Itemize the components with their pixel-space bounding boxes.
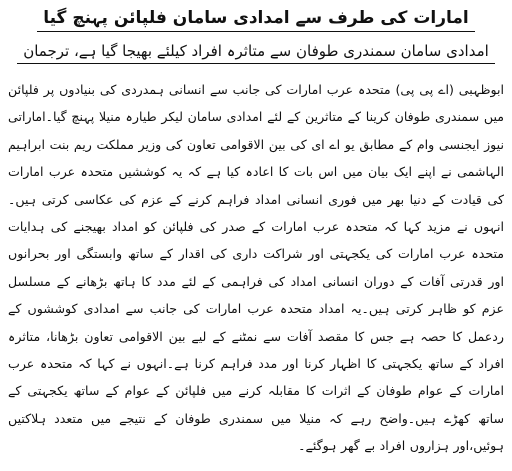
subheadline-text: امدادی سامان سمندری طوفان سے متاثرہ افراد کیلئے بھیجا گیا ہے، ترجمان: [17, 40, 495, 64]
article-body: ابوظہبی (اے پی پی) متحدہ عرب امارات کی جانب سے انسانی ہمدردی کی بنیادوں پر فلپائن میں سمندری طوفان کرینا کے متاثرین کے لئے امدادی سامان لیکر طیارہ منیلا پہنچ گیا۔اماراتی نیوز ایجنسی وام کے مطابق یو اے ای کی بین الاقوامی تعاون کی وزیر مملکت ریم بنت ابراہیم الہاشمی نے اپنے ایک بیان میں اس بات کا اعادہ کیا ہے کہ یہ کوششیں متحدہ عرب امارات کی قیادت کے دنیا بھر میں فوری انسانی امداد فراہم کرنے کے عزم کی عکاسی کرتی ہیں۔انہوں نے مزید کہا کہ متحدہ عرب امارات کے صدر کی فلپائن کو امداد بھیجنے کی ہدایات متحدہ عرب امارات کی یکجہتی اور شراکت داری کی اقدار کے ساتھ وابستگی اور بحرانوں اور قدرتی آفات کے دوران انسانی امداد کی فراہمی کے لئے مدد کا ہاتھ بڑھانے کے مسلسل عزم کو ظاہر کرتی ہیں۔یہ امداد متحدہ عرب امارات کی جانب سے امدادی کوششوں کے ردعمل کا حصہ ہے جس کا مقصد آفات سے نمٹنے کے لیے بین الاقوامی تعاون بڑھانا، متاثرہ افراد کے ساتھ یکجہتی کا اظہار کرنا اور مدد فراہم کرنا ہے۔انہوں نے کہا کہ متحدہ عرب امارات کے عوام طوفان کے اثرات کا مقابلہ کرنے میں فلپائن کے عوام کے ساتھ یکجہتی کے ساتھ کھڑے ہیں۔واضح رہے کہ منیلا میں سمندری طوفان کے نتیجے میں متعدد ہلاکتیں ہوئیں،اور ہزاروں افراد بے گھر ہوگئے۔: [8, 82, 504, 454]
article-headline: [8, 6, 504, 32]
article-subheadline: [8, 40, 504, 64]
headline-text: امارات کی طرف سے امدادی سامان فلپائن پہنچ گیا: [37, 6, 475, 32]
